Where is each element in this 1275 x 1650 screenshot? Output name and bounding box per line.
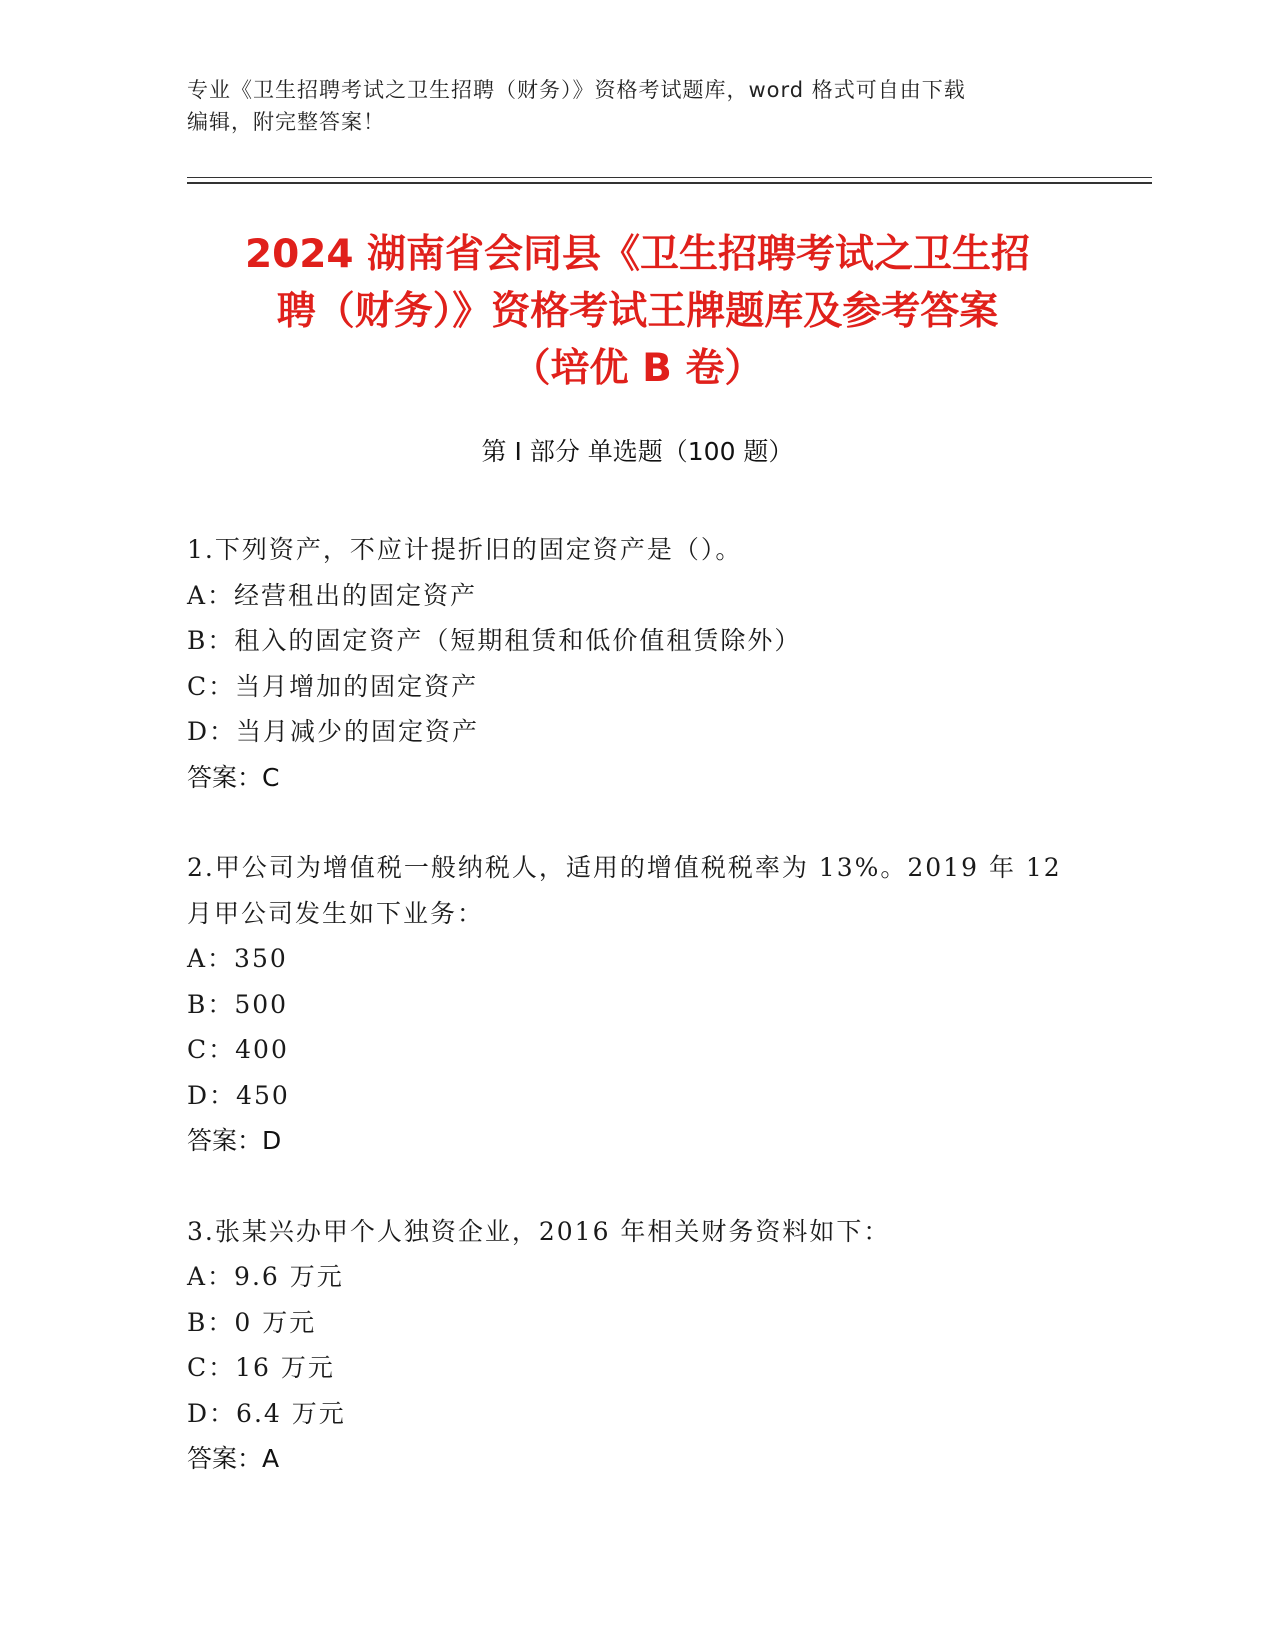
header-note-line-2: 编辑，附完整答案！ bbox=[187, 110, 385, 134]
option-c: C：16 万元 bbox=[187, 1353, 335, 1382]
option-a: A：经营租出的固定资产 bbox=[187, 580, 478, 610]
option-b: B：租入的固定资产（短期租赁和低价值租赁除外） bbox=[187, 626, 802, 655]
option-c: C：当月增加的固定资产 bbox=[187, 671, 479, 701]
question-item bbox=[187, 1209, 1087, 1482]
question-list bbox=[187, 527, 1087, 1527]
section-heading: 第 I 部分 单选题（100 题） bbox=[481, 437, 794, 466]
answer-key: 答案：D bbox=[187, 1126, 282, 1155]
question-item bbox=[187, 845, 1087, 1164]
question-stem: 3.张某兴办甲个人独资企业，2016 年相关财务资料如下： bbox=[187, 1216, 891, 1246]
answer-key: 答案：C bbox=[187, 762, 280, 792]
header-divider-top bbox=[187, 177, 1152, 178]
option-d: D：当月减少的固定资产 bbox=[187, 717, 480, 746]
document-title bbox=[150, 226, 1125, 397]
title-line-2: 聘（财务）》资格考试王牌题库及参考答案 bbox=[276, 289, 999, 334]
option-a: A：9.6 万元 bbox=[187, 1262, 344, 1291]
question-item bbox=[187, 527, 1087, 800]
option-d: D：6.4 万元 bbox=[187, 1398, 346, 1428]
header-note bbox=[187, 74, 1087, 138]
question-stem: 1.下列资产，不应计提折旧的固定资产是（）。 bbox=[187, 535, 743, 564]
header-note-line-1: 专业《卫生招聘考试之卫生招聘（财务）》资格考试题库，word 格式可自由下载 bbox=[187, 78, 966, 102]
option-d: D：450 bbox=[187, 1080, 290, 1110]
title-line-3: （培优 B 卷） bbox=[511, 346, 764, 391]
option-b: B：500 bbox=[187, 989, 289, 1019]
question-stem: 2.甲公司为增值税一般纳税人，适用的增值税税率为 13%。2019 年 12 月甲公司发生如下业务： bbox=[187, 853, 1062, 928]
option-c: C：400 bbox=[187, 1035, 289, 1064]
header-divider-bottom bbox=[187, 182, 1152, 184]
title-line-1: 2024 湖南省会同县《卫生招聘考试之卫生招 bbox=[244, 232, 1031, 277]
answer-key: 答案：A bbox=[187, 1444, 280, 1473]
option-a: A：350 bbox=[187, 944, 288, 973]
option-b: B：0 万元 bbox=[187, 1307, 317, 1337]
